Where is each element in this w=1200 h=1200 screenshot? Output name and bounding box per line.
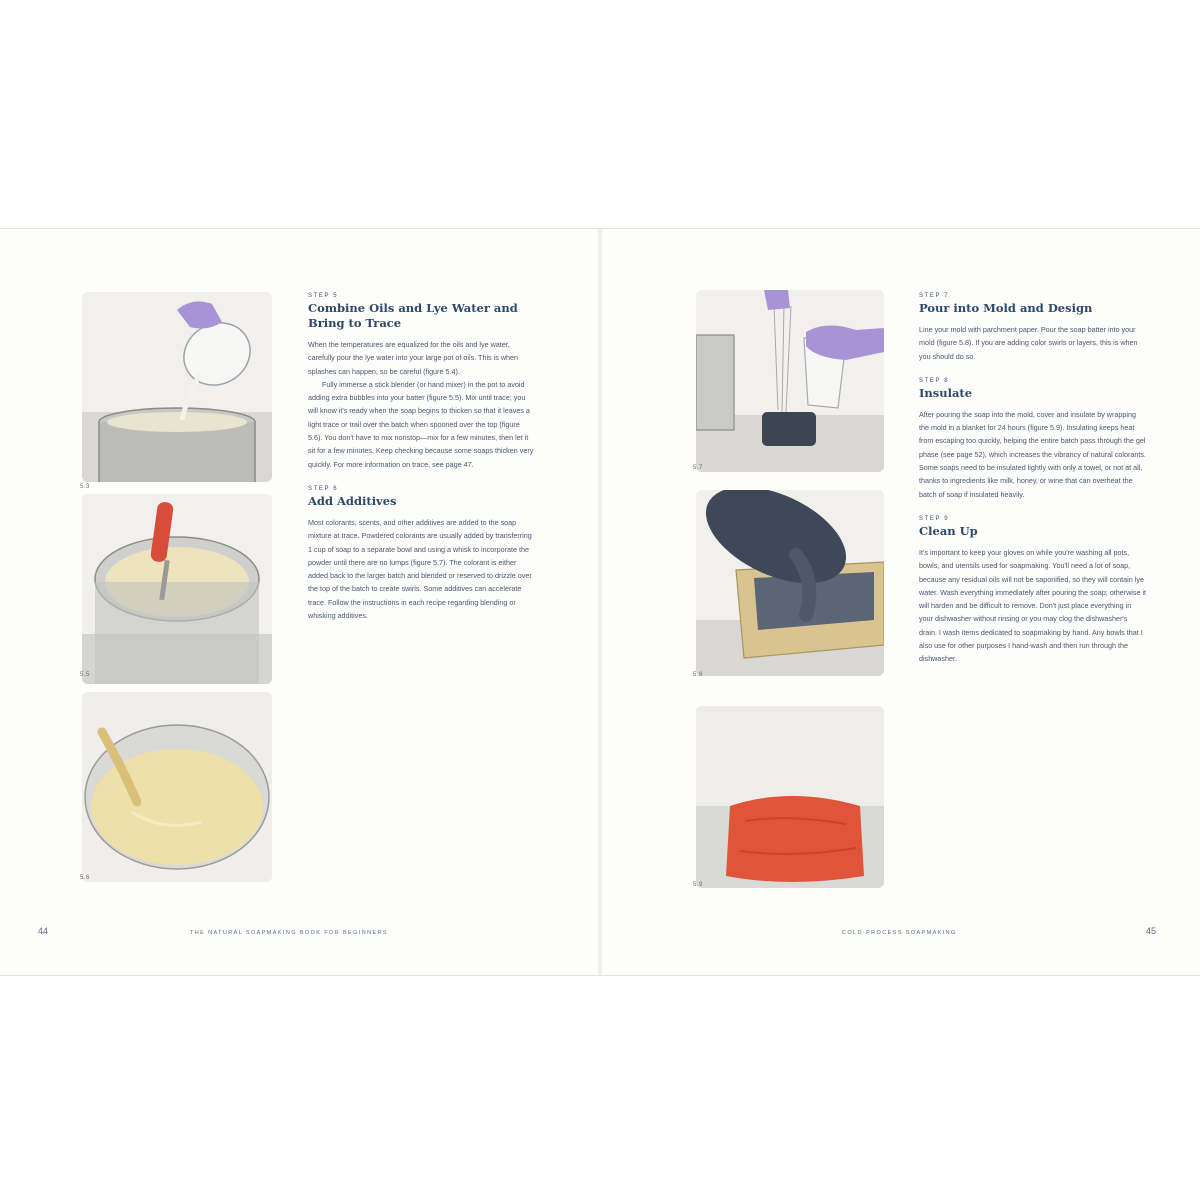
step-8-section bbox=[919, 378, 1147, 501]
step-label: STEP 9 bbox=[919, 515, 950, 522]
step-label: STEP 8 bbox=[919, 377, 950, 384]
figure-number: 5.8 bbox=[693, 672, 703, 678]
illustration-stick-blender bbox=[82, 494, 272, 684]
running-head-right: COLD-PROCESS SOAPMAKING bbox=[842, 930, 957, 936]
illustration-soap-trace bbox=[82, 692, 272, 882]
figure-number: 5.3 bbox=[80, 484, 90, 490]
step-title: Clean Up bbox=[919, 523, 978, 538]
step-7-section bbox=[919, 293, 1147, 363]
body-paragraph: When the temperatures are equalized for the oils and lye water, carefully pour the lye water into your large pot of oils. This is when splashes can happen, so be careful (figure 5.4). bbox=[308, 340, 519, 376]
figure-number: 5.7 bbox=[693, 465, 703, 471]
step-title: Pour into Mold and Design bbox=[919, 301, 1093, 315]
right-text-column bbox=[919, 293, 1147, 681]
left-text-column bbox=[308, 293, 536, 637]
step-label: STEP 5 bbox=[308, 293, 339, 299]
step-5-section bbox=[308, 293, 536, 471]
body-paragraph: After pouring the soap into the mold, cover and insulate by wrapping the mold in a blanket for 24 hours (figure 5.9). Insulating keeps heat from escaping too quickly, helping the entire batch pass through the gel phase (see page 52), which increases the vibrancy of natural colorants. Some soaps need to be insulated lightly with only a towel, or not at all, thanks to ingredients like milk, honey, or wine that can overheat the batch of soap if insulated heavily. bbox=[919, 409, 1146, 499]
illustration-pour-lye-water bbox=[82, 292, 272, 482]
step-title: Insulate bbox=[919, 385, 973, 400]
body-paragraph: Fully immerse a stick blender (or hand mixer) in the pot to avoid adding extra bubbles into your batter (figure 5.5). Mix until trace; you will know it's ready when the soap begins to thicken so that it leaves a light trace or trail over the batch when spooned over the top (figure 5.6). You don't have to mix nonstop—mix for a few minutes, then let it sit for a few minutes. Keep checking because some soaps thicken very quickly. For more information on trace, see page 47. bbox=[308, 379, 534, 469]
figure-number: 5.9 bbox=[693, 882, 703, 888]
step-9-section bbox=[919, 516, 1147, 666]
illustration-pour-into-mold bbox=[696, 490, 884, 676]
body-paragraph: Line your mold with parchment paper. Pour the soap batter into your mold (figure 5.8). If you are adding color swirls or layers, this is when you should do so. bbox=[919, 325, 1138, 361]
step-label: STEP 6 bbox=[308, 485, 339, 492]
step-label: STEP 7 bbox=[919, 293, 950, 299]
page-number-right: 45 bbox=[1146, 926, 1157, 936]
body-paragraph: It's important to keep your gloves on while you're washing all pots, bowls, and utensils used for soapmaking. You'll need a lot of soap, because any residual oils will not be saponified, so they will contain lye water. Wash everything immediately after pouring the soap; otherwise it will harden and be difficult to remove. Don't just place everything in your dishwasher without rinsing or you may clog the dishwasher's drain. I wash items dedicated to soapmaking by hand. Any bowls that I also use for other purposes I hand-wash and then run through the dishwasher. bbox=[919, 547, 1147, 664]
running-head-left: THE NATURAL SOAPMAKING BOOK FOR BEGINNERS bbox=[190, 930, 388, 936]
illustration-insulated-mold bbox=[696, 706, 884, 888]
body-paragraph: Most colorants, scents, and other additives are added to the soap mixture at trace. Powdered colorants are usually added by transferring 1 cup of soap to a separate bowl and using a whisk to incorporate the powder until there are no lumps (figure 5.7). The colorant is either added back to the larger batch and blended or reserved to drizzle over the top of the batch to create swirls. Some additives can accelerate trace. Follow the instructions in each recipe regarding blending or whisking additives. bbox=[308, 517, 532, 621]
figure-number: 5.5 bbox=[80, 672, 90, 678]
step-title: Combine Oils and Lye Water and Bring to Trace bbox=[308, 301, 518, 330]
figure-number: 5.6 bbox=[80, 875, 90, 881]
book-gutter bbox=[598, 229, 602, 975]
step-title: Add Additives bbox=[308, 493, 397, 508]
page-number-left: 44 bbox=[38, 926, 49, 936]
illustration-whisk-colorant bbox=[696, 290, 884, 472]
step-6-section bbox=[308, 486, 536, 622]
